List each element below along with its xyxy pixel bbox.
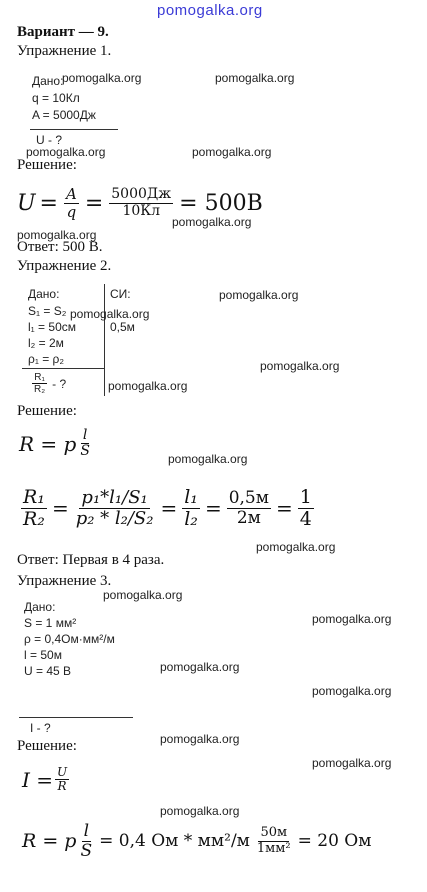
ex3-given-rho: ρ = 0,4Ом·мм²/м: [24, 632, 115, 646]
ex2-formula-2: [19, 487, 316, 530]
ex2-given-rho: ρ₁ = ρ₂: [28, 352, 65, 366]
ex2-si-divider: [104, 284, 105, 396]
fraction-numerator: 5000Дж: [111, 186, 172, 203]
ex1-solution-label: Решение:: [17, 157, 77, 173]
fraction-numerator: R₁: [34, 372, 45, 383]
watermark: pomogalka.org: [160, 804, 240, 818]
watermark: pomogalka.org: [17, 228, 97, 242]
ex2-given-s: S₁ = S₂: [28, 304, 67, 318]
ex3-given-s: S = 1 мм²: [24, 616, 77, 630]
fraction-denominator: l₂: [184, 507, 198, 530]
fraction-numerator: l: [82, 427, 88, 443]
watermark: pomogalka.org: [260, 359, 340, 373]
watermark: pomogalka.org: [256, 540, 336, 554]
fraction-denominator: 2м: [236, 507, 261, 528]
ex1-given-label: Дано:: [32, 74, 64, 88]
formula-lhs: I =: [22, 767, 54, 792]
ex2-given-l2: l₂ = 2м: [28, 336, 64, 350]
formula-lhs: R = p: [19, 431, 77, 456]
ex2-divider: [22, 368, 104, 369]
ex2-si-value: 0,5м: [110, 320, 135, 334]
watermark-top: pomogalka.org: [157, 2, 263, 19]
fraction-r1-r2: [21, 487, 47, 530]
fraction-denominator: S: [80, 443, 90, 460]
fraction-denominator: S: [80, 840, 93, 861]
fraction-denominator: R₂: [34, 384, 46, 395]
ex2-heading: Упражнение 2.: [17, 258, 112, 274]
watermark: pomogalka.org: [192, 145, 272, 159]
equals-sign: =: [160, 496, 178, 521]
ex1-given-q: q = 10Кл: [32, 91, 80, 105]
watermark: pomogalka.org: [215, 71, 295, 85]
ex1-find: U - ?: [36, 133, 63, 147]
equals-sign: =: [84, 190, 104, 216]
fraction-denominator: 1мм²: [256, 840, 291, 856]
watermark: pomogalka.org: [219, 288, 299, 302]
ex1-given-a: A = 5000Дж: [32, 108, 96, 122]
ex1-divider: [30, 129, 118, 130]
fraction-numerator: R₁: [23, 486, 45, 508]
fraction-values: [227, 489, 271, 527]
ex3-given-l: l = 50м: [24, 648, 62, 662]
fraction-numerator: 0,5м: [228, 488, 269, 509]
fraction-numerator: 50м: [260, 825, 288, 841]
watermark: pomogalka.org: [103, 588, 183, 602]
watermark: pomogalka.org: [108, 379, 188, 393]
ex2-given-l1: l₁ = 50см: [28, 320, 76, 334]
watermark: pomogalka.org: [160, 660, 240, 674]
formula-middle: = 0,4 Ом * мм²/м: [99, 831, 250, 852]
fraction-u-r: [55, 766, 69, 793]
equals-sign: =: [39, 190, 58, 216]
fraction-numerator: l: [83, 821, 90, 841]
equals-sign: =: [204, 496, 222, 521]
fraction-numerator: 1: [299, 486, 312, 508]
ex3-find: I - ?: [30, 721, 51, 735]
fraction-denominator: 4: [299, 507, 312, 530]
find-fraction: [32, 372, 47, 395]
watermark: pomogalka.org: [160, 732, 240, 746]
ex2-find: [30, 372, 66, 395]
equals-sign: =: [275, 496, 293, 521]
ex2-formula-1: [19, 428, 94, 460]
ex2-solution-label: Решение:: [17, 403, 77, 419]
ex1-heading: Упражнение 1.: [17, 43, 112, 59]
fraction-numerator: U: [57, 765, 68, 779]
watermark: pomogalka.org: [312, 756, 392, 770]
ex3-heading: Упражнение 3.: [17, 573, 112, 589]
fraction-l-s: [78, 822, 94, 860]
ex3-formula-1: [22, 766, 71, 793]
ex3-formula-2: [22, 822, 371, 860]
page-title: Вариант — 9.: [17, 24, 109, 40]
fraction-values: [109, 187, 173, 219]
fraction-denominator: R: [57, 779, 67, 794]
fraction-denominator: 10Кл: [122, 202, 160, 219]
watermark: pomogalka.org: [312, 684, 392, 698]
formula-lhs: U: [17, 190, 36, 216]
fraction-numerator: A: [65, 185, 77, 203]
ex2-answer: Ответ: Первая в 4 раза.: [17, 552, 165, 568]
watermark: pomogalka.org: [70, 307, 150, 321]
watermark: pomogalka.org: [312, 612, 392, 626]
fraction-resistivity: [74, 488, 156, 529]
fraction-a-q: [64, 186, 79, 220]
ex3-divider: [19, 717, 133, 718]
fraction-values: [255, 826, 293, 856]
fraction-l1-l2: [182, 487, 200, 530]
fraction-denominator: q: [66, 202, 77, 221]
fraction-numerator: p₁*l₁/S₁: [81, 487, 148, 509]
ex3-given-label: Дано:: [24, 600, 56, 614]
ex1-answer: Ответ: 500 В.: [17, 239, 103, 255]
equals-sign: =: [51, 496, 69, 521]
fraction-l-s: [78, 428, 92, 460]
fraction-denominator: R₂: [23, 507, 45, 530]
formula-result: = 500В: [179, 190, 263, 216]
watermark: pomogalka.org: [62, 71, 142, 85]
fraction-result: [298, 487, 314, 530]
watermark: pomogalka.org: [168, 452, 248, 466]
ex3-given-u: U = 45 В: [24, 664, 72, 678]
watermark: pomogalka.org: [172, 215, 252, 229]
fraction-numerator: l₁: [184, 486, 198, 508]
watermark: pomogalka.org: [26, 145, 106, 159]
find-suffix: - ?: [52, 376, 67, 391]
ex3-solution-label: Решение:: [17, 738, 77, 754]
fraction-denominator: p₂ * l₂/S₂: [75, 507, 154, 529]
ex2-given-label: Дано:: [28, 287, 60, 301]
ex2-si-label: СИ:: [110, 287, 131, 301]
formula-result: = 20 Ом: [297, 831, 372, 852]
formula-lhs: R = p: [22, 830, 77, 853]
